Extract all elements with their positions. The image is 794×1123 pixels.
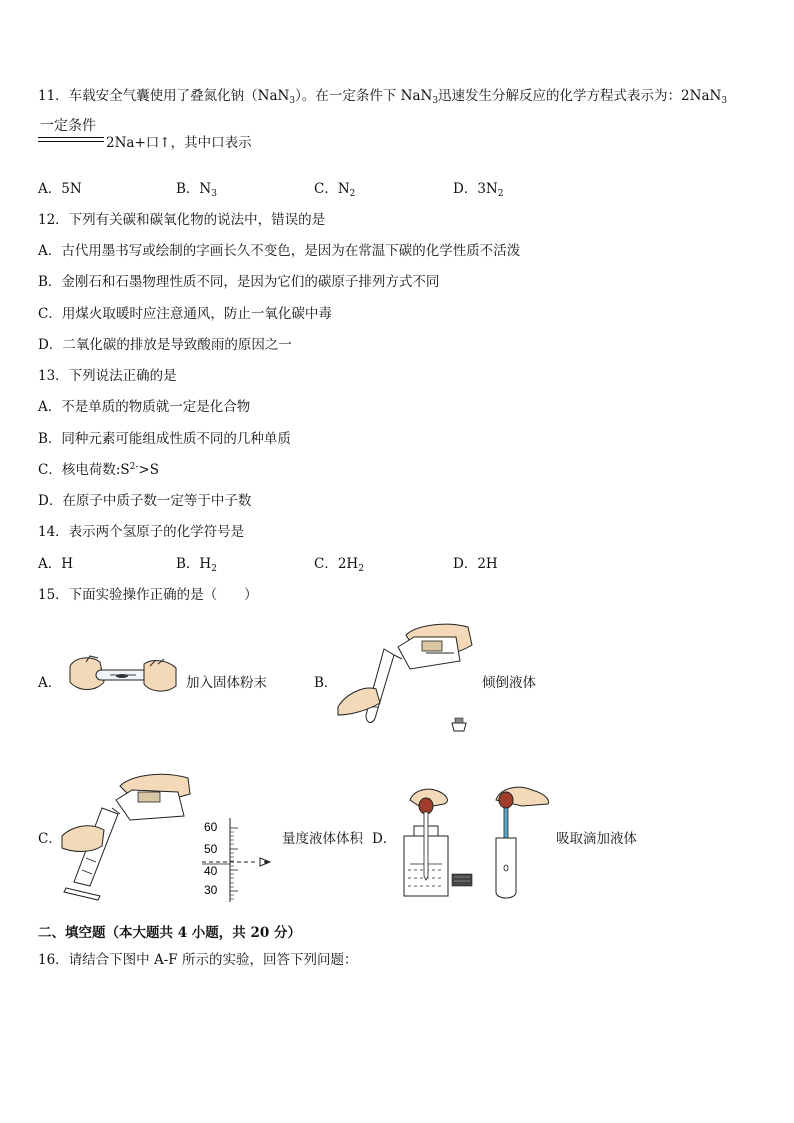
q15-label-c[interactable]: C． <box>38 831 62 847</box>
q13-option-a[interactable]: A．不是单质的物质就一定是化合物 <box>38 399 251 415</box>
section-2-title: 二、填空题（本大题共 4 小题，共 20 分） <box>38 925 301 941</box>
cylinder-scale-reading <box>198 818 282 902</box>
q13-option-c[interactable]: C．核电荷数$:S^{2-}>S$ <box>38 462 159 478</box>
q15-caption-b: 倾倒液体 <box>482 675 536 691</box>
q15-caption-a: 加入固体粉末 <box>186 675 267 691</box>
q11-line2: 2Na+口↑，其中口表示 <box>106 135 252 151</box>
q12-option-c[interactable]: C．用煤火取暖时应注意通风，防止一氧化碳中毒 <box>38 306 332 322</box>
q12-option-b[interactable]: B．金刚石和石墨物理性质不同，是因为它们的碳原子排列方式不同 <box>38 274 440 290</box>
q11-option-c[interactable]: C．$N_2$ <box>314 181 356 199</box>
dropper-bottle-illustration <box>398 782 478 898</box>
q14-option-b[interactable]: B．$H_2$ <box>176 556 217 574</box>
tick-label-40: 40 <box>204 864 218 878</box>
dropper-tube-illustration <box>492 782 554 902</box>
q16-stem: 16．请结合下图中 A-F 所示的实验，回答下列问题： <box>38 952 358 968</box>
tick-label-50: 50 <box>204 842 218 856</box>
equation-equals-line-top <box>38 137 104 138</box>
q15-stem: 15．下面实验操作正确的是（ ） <box>38 587 258 603</box>
q15-label-a[interactable]: A． <box>38 675 62 691</box>
q11-option-b[interactable]: B．$N_3$ <box>176 181 217 199</box>
q11-option-d[interactable]: D．$3N_2$ <box>453 181 504 199</box>
q15-label-b[interactable]: B． <box>314 675 338 691</box>
graduated-cylinder-illustration <box>60 770 196 902</box>
pouring-liquid-illustration <box>336 615 476 743</box>
equation-equals-line-bottom <box>38 141 104 142</box>
q12-option-d[interactable]: D．二氧化碳的排放是导致酸雨的原因之一 <box>38 337 292 353</box>
q11-option-a[interactable]: A．5N <box>38 181 82 197</box>
q14-option-c[interactable]: C．$2H_2$ <box>314 556 364 574</box>
q12-option-a[interactable]: A．古代用墨书写或绘制的字画长久不变色，是因为在常温下碳的化学性质不活泼 <box>38 243 521 259</box>
q15-caption-d: 吸取滴加液体 <box>556 831 637 847</box>
tick-label-60: 60 <box>204 820 218 834</box>
q11-line1: 11．车载安全气囊使用了叠氮化钠（NaN$_3$）。在一定条件下 NaN$_3$迅速发生分解反应的化学方程式表示为：2NaN$_3$ <box>38 88 728 106</box>
q11-condition: 一定条件 <box>40 118 96 134</box>
q12-stem: 12．下列有关碳和碳氧化物的说法中，错误的是 <box>38 212 326 228</box>
tick-label-30: 30 <box>204 883 218 897</box>
q13-stem: 13．下列说法正确的是 <box>38 368 177 384</box>
solid-powder-illustration <box>66 652 182 700</box>
q15-label-d[interactable]: D． <box>372 831 397 847</box>
q14-stem: 14．表示两个氢原子的化学符号是 <box>38 524 245 540</box>
q14-option-a[interactable]: A．H <box>38 556 74 572</box>
q13-option-b[interactable]: B．同种元素可能组成性质不同的几种单质 <box>38 431 291 447</box>
q13-option-d[interactable]: D．在原子中质子数一定等于中子数 <box>38 493 252 509</box>
q15-caption-c: 量度液体体积 <box>282 831 363 847</box>
q14-option-d[interactable]: D．2H <box>453 556 498 572</box>
